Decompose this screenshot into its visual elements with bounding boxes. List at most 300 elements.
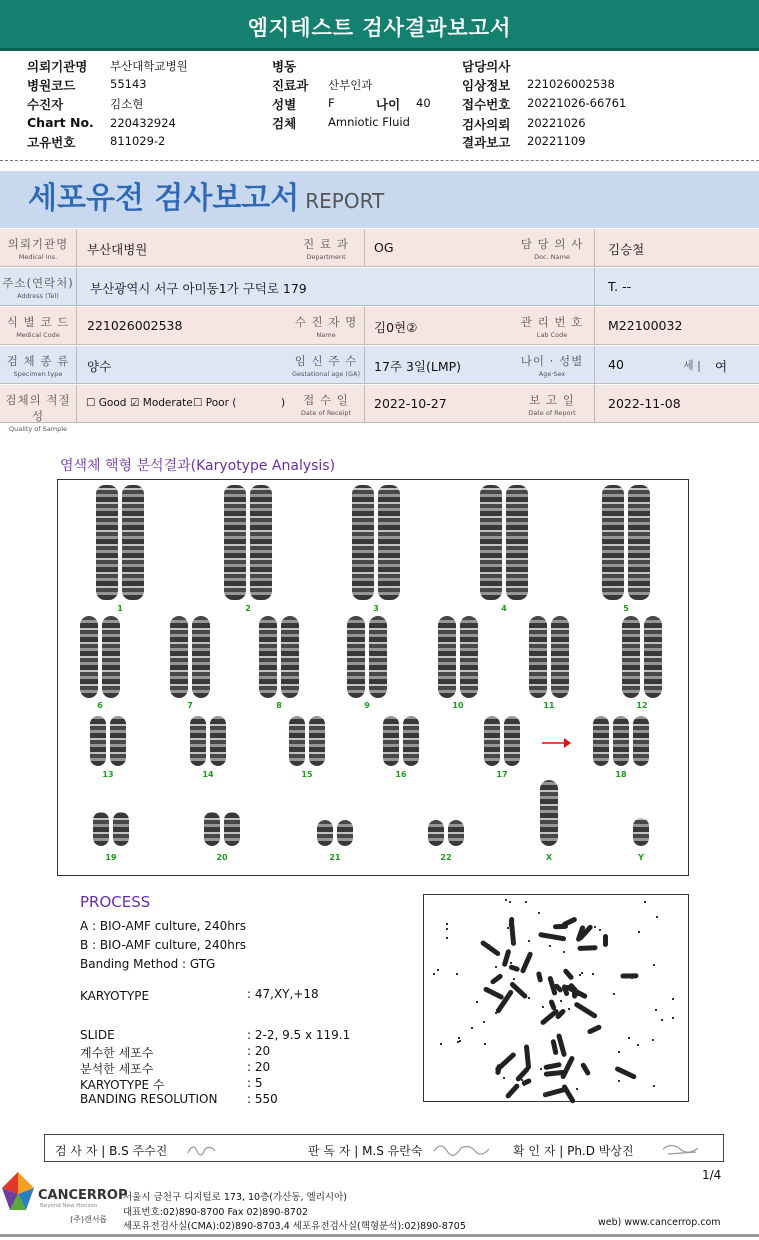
checkbox-empty-icon: ☐	[193, 397, 203, 409]
chromosome-11	[551, 616, 569, 698]
metaphase-dot	[509, 901, 511, 903]
chromosome-21	[337, 820, 353, 846]
label-en: Department	[306, 253, 346, 261]
cell-label-doctor	[514, 229, 590, 267]
metaphase-dot	[456, 973, 458, 975]
metaphase-chromosome	[573, 1001, 598, 1019]
label-en: Lab Code	[536, 331, 568, 339]
chromosome-label: 18	[615, 770, 627, 779]
value-dept: 산부인과	[328, 78, 373, 92]
chromosome-7	[192, 616, 210, 698]
label-ko: 임 신 주 수	[294, 354, 358, 368]
value-lab-code: M22100032	[608, 318, 683, 333]
label-uid: 고유번호	[27, 135, 76, 150]
chromosome-13	[90, 716, 106, 766]
signature-mark	[185, 1139, 219, 1159]
metaphase-dot	[613, 993, 615, 995]
chromosome-label: 5	[623, 604, 629, 613]
label-inst: 의뢰기관명	[27, 59, 88, 74]
value-uid: 811029-2	[110, 134, 166, 148]
label-req: 검사의뢰	[462, 117, 511, 132]
value-medical-code: 221026002538	[87, 318, 183, 333]
age-unit: 세 |	[683, 359, 701, 372]
chromosome-label: 2	[245, 604, 251, 613]
karyotype-title: 염색체 핵형 분석결과(Karyotype Analysis)	[60, 458, 336, 474]
metaphase-dot	[652, 1039, 654, 1041]
chromosome-label: 10	[452, 701, 464, 710]
label-ko: 의뢰기관명	[7, 237, 69, 251]
confirm-signature: 확 인 자 | Ph.D 박상진	[513, 1144, 634, 1158]
metaphase-dot	[661, 1019, 663, 1021]
label-age: 나이	[376, 97, 401, 112]
label-ko: 관 리 번 호	[520, 315, 584, 329]
footer-lab: 세포유전검사실(CMA):02)890-8703,4 세포유전검사실(핵형분석):02)890-8705	[123, 1221, 466, 1232]
chromosome-label: 8	[276, 701, 282, 710]
chromosome-18	[633, 716, 649, 766]
metaphase-dot	[476, 1001, 478, 1003]
metaphase-chromosome	[543, 1062, 562, 1070]
metaphase-chromosome	[523, 1044, 530, 1070]
chromosome-2	[250, 485, 272, 600]
label-dept: 진료과	[272, 78, 309, 93]
chromosome-2	[224, 485, 246, 600]
metaphase-dot	[440, 1043, 442, 1045]
label-en: Quality of Sample	[9, 425, 67, 433]
value-req: 20221026	[527, 116, 586, 130]
metaphase-dot	[458, 1037, 460, 1039]
poor-label: Poor (	[205, 397, 237, 409]
value-receipt: 20221026-66761	[527, 96, 627, 110]
process-b: B : BIO-AMF culture, 240hrs	[80, 938, 247, 952]
footer-address: 서울시 금천구 디지털로 173, 10층(가산동, 엘리시아)	[123, 1192, 347, 1203]
label-ko: 수 진 자 명	[294, 315, 358, 329]
label-sex: 성별	[272, 97, 297, 112]
karyotype-value: : 47,XY,+18	[247, 987, 319, 1001]
value-doctor: 김승철	[608, 242, 645, 257]
metaphase-dot	[484, 1043, 486, 1045]
metaphase-chromosome	[577, 945, 597, 951]
label-en: Doc. Name	[534, 253, 570, 261]
chromosome-label: 16	[395, 770, 407, 779]
metaphase-chromosome	[603, 934, 608, 947]
metaphase-chromosome	[504, 1083, 520, 1100]
analyzed-label: 분석한 세포수	[80, 1062, 154, 1076]
metaphase-chromosome	[539, 932, 567, 942]
metaphase-dot	[576, 1088, 578, 1090]
chromosome-17	[484, 716, 500, 766]
karyotype-count-label: KARYOTYPE 수	[80, 1078, 165, 1092]
chromosome-1	[96, 485, 118, 600]
label-en: Medical Ins.	[18, 253, 58, 261]
process-a: A : BIO-AMF culture, 240hrs	[80, 919, 247, 933]
divider	[76, 268, 77, 306]
divider	[76, 307, 77, 345]
metaphase-dot	[521, 1079, 523, 1081]
karyotype-count-value: : 5	[247, 1076, 263, 1090]
chromosome-16	[383, 716, 399, 766]
label-ko: 진 료 과	[303, 237, 349, 251]
label-en: Specimen type	[13, 370, 63, 378]
label-en: Name	[316, 331, 336, 339]
chromosome-label: 14	[202, 770, 214, 779]
value-receipt-date: 2022-10-27	[374, 396, 447, 411]
chromosome-label: 3	[373, 604, 379, 613]
cell-label-receipt-date	[288, 385, 364, 423]
metaphase-dot	[446, 937, 448, 939]
chromosome-19	[93, 812, 109, 846]
divider	[364, 307, 365, 345]
cell-label-age-sex	[514, 346, 590, 384]
report-title-en: REPORT	[305, 189, 385, 213]
label-doctor: 담당의사	[462, 59, 511, 74]
metaphase-dot	[523, 1084, 525, 1086]
metaphase-dot	[503, 1077, 505, 1079]
chromosome-20	[224, 812, 240, 846]
value-report-date: 2022-11-08	[608, 396, 681, 411]
metaphase-dot	[628, 1037, 630, 1039]
chromosome-11	[529, 616, 547, 698]
resolution-value: : 550	[247, 1092, 278, 1106]
chromosome-4	[480, 485, 502, 600]
chromosome-label: 21	[329, 853, 341, 862]
bottom-line	[0, 1234, 759, 1237]
metaphase-dot	[446, 923, 448, 925]
label-ko: 식 별 코 드	[6, 315, 70, 329]
label-clinical: 임상정보	[462, 78, 511, 93]
metaphase-dot	[672, 998, 674, 1000]
chromosome-19	[113, 812, 129, 846]
metaphase-dot	[525, 901, 527, 903]
chromosome-14	[190, 716, 206, 766]
count-label: 계수한 세포수	[80, 1046, 154, 1060]
slide-label: SLIDE	[80, 1028, 115, 1042]
metaphase-image	[423, 894, 689, 1102]
chromosome-15	[309, 716, 325, 766]
divider	[364, 229, 365, 267]
cell-label-address	[0, 268, 76, 306]
divider	[76, 346, 77, 384]
metaphase-dot	[655, 1009, 657, 1011]
chromosome-10	[460, 616, 478, 698]
brand-tagline: Beyond New Horizon	[40, 1203, 98, 1209]
quality-moderate-option	[130, 397, 193, 409]
footer-phone: 대표번호:02)890-8700 Fax 02)890-8702	[123, 1207, 309, 1218]
divider	[594, 268, 595, 306]
metaphase-dot	[507, 927, 509, 929]
metaphase-dot	[433, 973, 435, 975]
metaphase-dot	[554, 984, 556, 986]
value-sex: 여	[715, 359, 728, 374]
slide-value: : 2-2, 9.5 x 119.1	[247, 1028, 351, 1042]
metaphase-dot	[618, 1051, 620, 1053]
chromosome-15	[289, 716, 305, 766]
metaphase-dot	[544, 1093, 546, 1095]
value-department: OG	[374, 240, 394, 255]
metaphase-dot	[618, 1080, 620, 1082]
company-name: (주)캔서롭	[70, 1215, 108, 1224]
footer-web: web) www.cancerrop.com	[598, 1217, 721, 1228]
good-label: Good	[98, 397, 127, 409]
metaphase-chromosome	[553, 924, 568, 930]
chromosome-label: 13	[102, 770, 114, 779]
label-en: Gestational age (GA)	[292, 370, 360, 378]
chromosome-6	[102, 616, 120, 698]
report-title-ko: 세포유전 검사보고서	[28, 181, 300, 216]
label-ko: 주소(연락처)	[2, 276, 74, 290]
label-en: Age·Sex	[538, 370, 566, 378]
metaphase-dot	[540, 1068, 542, 1070]
cell-label-medical-code	[0, 307, 76, 345]
resolution-label: BANDING RESOLUTION	[80, 1092, 218, 1106]
label-ko: 보 고 일	[529, 393, 575, 407]
metaphase-dot	[568, 1008, 570, 1010]
report-header-title: 엠지테스트 검사결과보고서	[0, 0, 759, 48]
label-report: 결과보고	[462, 135, 511, 150]
metaphase-chromosome	[621, 973, 639, 978]
metaphase-dot	[638, 931, 640, 933]
label-specimen: 검체	[272, 116, 297, 131]
cell-label-quality	[0, 385, 76, 433]
metaphase-dot	[495, 1012, 497, 1014]
metaphase-chromosome	[572, 987, 577, 999]
label-ward: 병동	[272, 59, 297, 74]
metaphase-dot	[592, 973, 594, 975]
chromosome-label: 9	[364, 701, 370, 710]
metaphase-dot	[672, 1017, 674, 1019]
divider	[364, 346, 365, 384]
label-ko: 나이 · 성별	[520, 354, 584, 368]
cell-label-specimen	[0, 346, 76, 384]
metaphase-dot	[594, 926, 596, 928]
cell-label-institution	[0, 229, 76, 267]
metaphase-chromosome	[479, 940, 500, 957]
label-ko: 검체의 적절성	[5, 393, 71, 423]
signature-bar	[44, 1134, 724, 1162]
label-en: Date of Receipt	[300, 409, 352, 417]
chromosome-3	[352, 485, 374, 600]
metaphase-dot	[644, 901, 646, 903]
chromosome-label: 1	[117, 604, 123, 613]
metaphase-dot	[471, 1027, 473, 1029]
metaphase-dot	[510, 962, 512, 964]
cell-label-name	[288, 307, 364, 345]
quality-poor-option	[193, 397, 236, 409]
label-en: Address (Tel)	[17, 292, 59, 300]
value-age: 40	[608, 357, 624, 372]
value-clinical: 221026002538	[527, 77, 615, 91]
quality-good-option	[86, 397, 126, 409]
value-age: 40	[416, 96, 431, 110]
chromosome-22	[428, 820, 444, 846]
process-title: PROCESS	[80, 893, 151, 911]
count-value: : 20	[247, 1044, 271, 1058]
checkbox-empty-icon: ☐	[86, 397, 96, 409]
value-sex: F	[328, 96, 335, 110]
divider	[76, 385, 77, 423]
chromosome-label: 11	[543, 701, 555, 710]
chromosome-21	[317, 820, 333, 846]
analyzed-value: : 20	[247, 1060, 271, 1074]
metaphase-dot	[563, 951, 565, 953]
label-en: Date of Report	[528, 409, 576, 417]
metaphase-dot	[653, 964, 655, 966]
metaphase-chromosome	[536, 971, 543, 983]
chromosome-22	[448, 820, 464, 846]
table-row-medical-code	[0, 307, 759, 345]
value-inst: 부산대학교병원	[110, 59, 188, 73]
metaphase-chromosome	[561, 1083, 576, 1104]
chromosome-label: Y	[638, 853, 644, 862]
metaphase-dot	[549, 945, 551, 947]
chromosome-17	[504, 716, 520, 766]
label-receipt: 접수번호	[462, 97, 511, 112]
metaphase-chromosome	[494, 1064, 501, 1076]
cell-label-department	[288, 229, 364, 267]
dashed-divider	[0, 160, 759, 161]
table-row-specimen	[0, 346, 759, 384]
value-tel: T. --	[608, 279, 632, 294]
metaphase-dot	[538, 912, 540, 914]
value-patient: 김소현	[110, 97, 144, 111]
divider	[594, 346, 595, 384]
value-report: 20221109	[527, 134, 586, 148]
chromosome-label: 17	[496, 770, 508, 779]
label-code: 병원코드	[27, 78, 76, 93]
metaphase-dot	[488, 944, 490, 946]
chromosome-X	[540, 780, 558, 846]
chromosome-18	[593, 716, 609, 766]
metaphase-dot	[513, 941, 515, 943]
chromosome-5	[628, 485, 650, 600]
process-banding: Banding Method : GTG	[80, 957, 216, 971]
metaphase-dot	[495, 966, 497, 968]
chromosome-label: 7	[187, 701, 193, 710]
label-patient: 수진자	[27, 97, 64, 112]
metaphase-dot	[446, 928, 448, 930]
divider	[594, 385, 595, 423]
divider	[594, 307, 595, 345]
value-ga: 17주 3일(LMP)	[374, 359, 462, 374]
chromosome-label: 12	[636, 701, 648, 710]
chromosome-8	[281, 616, 299, 698]
tester-signature: 검 사 자 | B.S 주수진	[55, 1144, 168, 1158]
chromosome-Y	[633, 818, 649, 846]
chromosome-label: 22	[440, 853, 452, 862]
metaphase-chromosome	[483, 986, 505, 1000]
chromosome-9	[347, 616, 365, 698]
metaphase-dot	[483, 1021, 485, 1023]
value-name: 김0현②	[374, 320, 418, 335]
value-chart: 220432924	[110, 116, 176, 130]
value-specimen-type: 양수	[87, 359, 112, 374]
divider	[364, 385, 365, 423]
divider	[76, 229, 77, 267]
chromosome-14	[210, 716, 226, 766]
chromosome-16	[403, 716, 419, 766]
metaphase-dot	[513, 978, 515, 980]
metaphase-dot	[505, 899, 507, 901]
cell-label-ga	[288, 346, 364, 384]
metaphase-dot	[579, 974, 581, 976]
metaphase-dot	[459, 1040, 461, 1042]
chromosome-label: 4	[501, 604, 507, 613]
chromosome-12	[644, 616, 662, 698]
cancerrop-logo	[0, 1170, 36, 1214]
chromosome-18	[613, 716, 629, 766]
chromosome-4	[506, 485, 528, 600]
label-chart: Chart No.	[27, 115, 94, 130]
metaphase-chromosome	[586, 1024, 602, 1035]
metaphase-dot	[631, 977, 633, 979]
value-code: 55143	[110, 77, 147, 91]
karyotype-label: KARYOTYPE	[80, 989, 150, 1003]
metaphase-dot	[581, 972, 583, 974]
metaphase-dot	[528, 997, 530, 999]
chromosome-20	[204, 812, 220, 846]
value-address: 부산광역시 서구 아미동1가 구덕로 179	[90, 281, 307, 296]
label-ko: 접 수 일	[303, 393, 349, 407]
metaphase-dot	[656, 916, 658, 918]
header-underline	[0, 48, 759, 51]
metaphase-dot	[599, 929, 601, 931]
value-institution: 부산대병원	[87, 242, 148, 257]
arrow-icon	[540, 736, 572, 750]
chromosome-12	[622, 616, 640, 698]
chromosome-5	[602, 485, 624, 600]
chromosome-1	[122, 485, 144, 600]
table-row-quality	[0, 385, 759, 433]
chromosome-label: 19	[105, 853, 117, 862]
metaphase-dot	[653, 1085, 655, 1087]
chromosome-3	[378, 485, 400, 600]
metaphase-dot	[637, 1044, 639, 1046]
chromosome-9	[369, 616, 387, 698]
chromosome-13	[110, 716, 126, 766]
metaphase-dot	[542, 1006, 544, 1008]
signature-mark	[660, 1139, 702, 1159]
signature-mark	[431, 1139, 491, 1159]
page-number: 1/4	[702, 1168, 722, 1182]
poor-close-paren: )	[281, 397, 286, 409]
metaphase-chromosome	[580, 1062, 591, 1077]
metaphase-chromosome	[614, 1065, 637, 1080]
chromosome-label: X	[545, 853, 553, 862]
reader-signature: 판 독 자 | M.S 유란숙	[308, 1144, 423, 1158]
value-specimen: Amniotic Fluid	[328, 115, 410, 129]
label-ko: 담 당 의 사	[520, 237, 584, 251]
report-title	[28, 173, 384, 217]
metaphase-chromosome	[519, 951, 533, 974]
chromosome-10	[438, 616, 456, 698]
chromosome-label: 6	[97, 701, 103, 710]
chromosome-8	[259, 616, 277, 698]
label-en: Medical Code	[16, 331, 60, 339]
brand-name: CANCERROP	[38, 1188, 128, 1203]
metaphase-chromosome	[489, 973, 503, 985]
metaphase-dot	[437, 969, 439, 971]
metaphase-chromosome	[509, 964, 521, 972]
table-row-address	[0, 268, 759, 306]
metaphase-chromosome	[559, 1056, 575, 1081]
chromosome-label: 20	[216, 853, 228, 862]
chromosome-7	[170, 616, 188, 698]
metaphase-chromosome	[562, 968, 574, 981]
label-ko: 검 체 종 류	[6, 354, 70, 368]
checkbox-checked-icon: ☑	[130, 397, 140, 409]
cell-label-lab-code	[514, 307, 590, 345]
moderate-label: Moderate	[142, 397, 193, 409]
chromosome-6	[80, 616, 98, 698]
